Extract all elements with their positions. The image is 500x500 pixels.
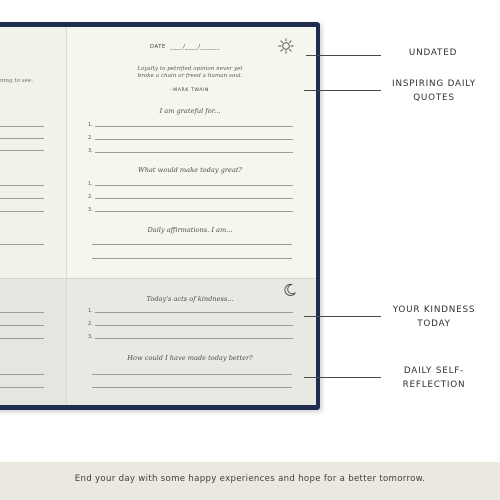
quote-author: -MARK TWAIN — [170, 88, 210, 93]
left-entry-line — [0, 325, 44, 326]
great-heading: What would make today great? — [137, 166, 243, 174]
left-entry-line — [0, 312, 44, 313]
left-entry-line — [0, 374, 44, 375]
daily-quote — [110, 66, 270, 81]
callout-undated: UNDATED — [408, 48, 458, 58]
quote-line: Loyalty to petrified opinion never yet — [137, 66, 243, 72]
entry-line — [92, 244, 292, 245]
list-number: 3. — [88, 334, 93, 340]
entry-line — [95, 198, 293, 199]
callout-leader-quotes — [304, 90, 381, 91]
list-number: 1. — [88, 308, 93, 314]
list-number: 1. — [88, 122, 93, 128]
left-entry-line — [0, 244, 44, 245]
callout-leader-undated — [306, 55, 381, 56]
left-entry-line — [0, 198, 44, 199]
left-entry-line — [0, 211, 44, 212]
left-entry-line — [0, 338, 44, 339]
callout-leader-kindness — [304, 316, 381, 317]
left-entry-line — [0, 138, 44, 139]
entry-line — [95, 185, 293, 186]
moon-icon — [283, 283, 297, 297]
list-number: 2. — [88, 135, 93, 141]
list-number: 3. — [88, 148, 93, 154]
entry-line — [92, 374, 292, 375]
left-entry-line — [0, 185, 44, 186]
entry-line — [92, 258, 292, 259]
left-entry-line — [0, 150, 44, 151]
left-page-text: ning to see. — [0, 78, 34, 84]
page-fold — [66, 27, 67, 405]
callout-quotes: INSPIRING DAILY QUOTES — [392, 79, 476, 103]
list-number: 2. — [88, 194, 93, 200]
entry-line — [95, 211, 293, 212]
entry-line — [95, 152, 293, 153]
entry-line — [92, 387, 292, 388]
quote-line: broke a chain or freed a human soul. — [137, 73, 243, 80]
list-number: 3. — [88, 207, 93, 213]
list-number: 2. — [88, 321, 93, 327]
callout-reflection: DAILY SELF-REFLECTION — [402, 366, 466, 390]
list-number: 1. — [88, 181, 93, 187]
better-heading: How could I have made today better? — [127, 354, 253, 362]
entry-line — [95, 312, 293, 313]
footer-caption: End your day with some happy experiences and hope for a better tomorrow. — [74, 474, 426, 484]
callout-kindness: YOUR KINDNESS TODAY — [392, 305, 476, 329]
section-divider — [0, 278, 316, 279]
left-entry-line — [0, 387, 44, 388]
entry-line — [95, 338, 293, 339]
entry-line — [95, 126, 293, 127]
callout-leader-reflection — [304, 377, 381, 378]
entry-line — [95, 139, 293, 140]
sun-icon — [278, 38, 294, 54]
evening-section-left — [0, 278, 66, 405]
left-entry-line — [0, 126, 44, 127]
affirmations-heading: Daily affirmations. I am... — [147, 226, 233, 234]
date-field: DATE ____/____/______ — [150, 44, 220, 50]
entry-line — [95, 325, 293, 326]
kindness-heading: Today's acts of kindness... — [146, 295, 234, 303]
grateful-heading: I am grateful for... — [159, 107, 221, 115]
